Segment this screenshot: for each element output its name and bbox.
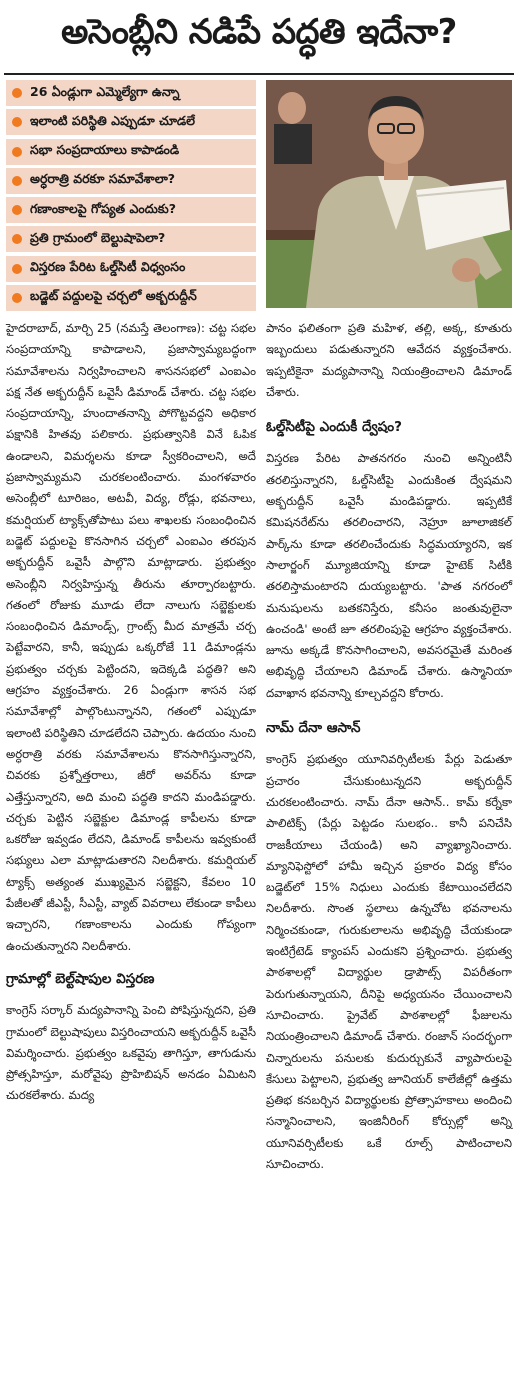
highlight-item — [6, 197, 256, 223]
speaker-photo — [266, 80, 512, 308]
highlight-text: సభా సంప్రదాయాలు కాపాడండి — [30, 142, 180, 158]
highlights-box — [6, 80, 256, 311]
article-left-column — [6, 318, 256, 1113]
article-paragraph: పానం ఫలితంగా ప్రతి మహిళ, తల్లి, అక్క, కూతురు ఇబ్బందులు పడుతున్నారని ఆవేదన వ్యక్తంచేశారు. ఇప్పటికైనా మద్యపానాన్ని నియంత్రించాలని డిమాండ్ చేశారు. — [266, 321, 512, 399]
highlight-text: అర్ధరాత్రి వరకూ సమావేశాలా? — [30, 171, 176, 187]
headline: అసెంబ్లీని నడిపే పద్ధతి ఇదేనా? — [61, 12, 457, 52]
bullet-dot-icon — [12, 147, 22, 157]
section-subhead: ఓల్డ్‌సిటీపై ఎందుకీ ద్వేషం? — [266, 419, 402, 436]
section-subhead: నామ్ దేనా ఆసాన్ — [266, 720, 361, 737]
highlight-item — [6, 226, 256, 252]
bullet-dot-icon — [12, 176, 22, 186]
article-paragraph: విస్తరణ పేరిట పాతనగరం నుంచి అన్నింటినీ తరలిస్తున్నారని, ఓల్డ్‌సిటీపై ఎందుకింత ద్వేషమని అక్బరుద్దీన్ ఒవైసీ మండిపడ్డారు. ఇప్పటికే కమిషనరేట్‌ను తరలించారని, నెహ్రూ జూలాజికల్ పార్క్‌ను కూడా తరలించేందుకు సిద్ధమయ్యారని, ఇక సాలార్జంగ్ మ్యూజియాన్ని కూడా హైటెక్ సిటీకి తరలిస్తామంటారని దుయ్యబట్టారు. 'పాత నగరంలో మనుషులను బతకనిస్తేరు, కనీసం జంతువులైనా ఉంచండి' అంటే జూ తరలింపుపై ఆగ్రహం వ్యక్తంచేశారు. జూను అక్కడే కొనసాగించాలని, అవసరమైతే మరింత అభివృద్ధి చేయాలని డిమాండ్ చేశారు. ఉస్మానియా దవాఖాన భవనాన్ని కూల్చవద్దని కోరారు. — [266, 451, 512, 700]
highlight-text: ఇలాంటి పరిస్థితి ఎప్పుడూ చూడలే — [30, 112, 196, 128]
section-subhead: గ్రామాల్లో బెల్ట్‌షాపుల విస్తరణ — [6, 970, 155, 987]
highlight-item — [6, 80, 256, 106]
bullet-dot-icon — [12, 234, 22, 244]
highlight-item — [6, 109, 256, 135]
speaker-photo-illustration — [266, 80, 512, 308]
bullet-dot-icon — [12, 264, 22, 274]
highlight-text: గణాంకాలపై గోప్యత ఎందుకు? — [30, 200, 176, 216]
article-right-column — [266, 318, 512, 1181]
article-paragraph: కాంగ్రెస్ సర్కార్ మద్యపానాన్ని పెంచి పోషిస్తున్నదని, ప్రతి గ్రామంలో బెల్టుషాపులు విస్తరించాయని అక్బరుద్దీన్ ఒవైసీ విమర్శించారు. ప్రభుత్వం ఒకవైపు తాగిస్తూ, తాగుడును ప్రోత్సహిస్తూ, మరోవైపు ప్రొహిబిషన్ అనడం ఏమిటని చురకలేశారు. మద్య — [6, 1003, 256, 1103]
bullet-dot-icon — [12, 293, 22, 303]
highlight-text: 26 ఏండ్లుగా ఎమ్మెల్యేగా ఉన్నా — [30, 83, 180, 99]
highlight-item — [6, 285, 256, 311]
highlight-text: విస్తరణ పేరిట ఓల్డ్‌సిటీ విధ్వంసం — [30, 259, 186, 275]
highlight-item — [6, 256, 256, 282]
headline-rule — [4, 73, 514, 75]
highlight-text: బడ్జెట్ పద్దులపై చర్చలో అక్బరుద్దీన్ — [30, 288, 197, 304]
highlight-text: ప్రతి గ్రామంలో బెల్టుషాపెలా? — [30, 229, 166, 245]
bullet-dot-icon — [12, 88, 22, 98]
bullet-dot-icon — [12, 117, 22, 127]
highlight-item — [6, 168, 256, 194]
article-paragraph: కాంగ్రెస్ ప్రభుత్వం యూనివర్సిటీలకు పేర్లు పెడుతూ ప్రచారం చేసుకుంటున్నదని అక్బరుద్దీన్ చురకలంటించారు. నామ్ దేనా ఆసాన్.. కామ్ కర్నేకా పాలిటిక్స్ (పేర్లు పెట్టడం సులభం.. కానీ పనిచేసి రాజకీయాలు చేయండి) అని వ్యాఖ్యానించారు. మ్యానిఫెస్టోలో హామీ ఇచ్చిన ప్రకారం విద్య కోసం బడ్జెట్‌లో 15% నిధులు ఎందుకు కేటాయించలేదని నిలదీశారు. సొంత స్థలాలు ఉన్నచోట భవనాలను నిర్మించకుండా, గురుకులాలను అభివృద్ధి చేయకుండా ఇంటిగ్రేటెడ్ క్యాంపస్ ఎందుకని ప్రశ్నించారు. ప్రభుత్వ పాఠశాలల్లో విద్యార్థుల డ్రాపౌట్స్ విపరీతంగా పెరుగుతున్నాయని, దీనిపై అధ్యయనం చేయించాలని సూచించారు. ప్రైవేట్ పాఠశాలల్లో ఫీజులను నియంత్రించాలని డిమాండ్ చేశారు. రంజాన్ సందర్భంగా చిన్నారులను పనులకు కుదుర్చుకునే వ్యాపారులపై కేసులు పెట్టాలని, ప్రభుత్వ జూనియర్ కాలేజీల్లో ఉత్తమ ప్రతిభ కనబర్చిన విద్యార్థులకు ప్రోత్సాహకాలు అందించి సన్మానించాలని, ఇంజినీరింగ్ కోర్సుల్లో అన్ని యూనివర్సిటీలకు ఒకే రూల్స్ పాటించాలని సూచించారు. — [266, 752, 512, 1171]
article-paragraph: హైదరాబాద్, మార్చి 25 (నమస్తే తెలంగాణ): చట్ట సభల సంప్రదాయాన్ని కాపాడాలని, ప్రజాస్వామ్యబద్ధంగా సమావేశాలను నిర్వహించాలని శాసనసభలో ఎంఐఎం పక్ష నేత అక్బరుద్దీన్ ఒవైసీ డిమాండ్ చేశారు. చట్ట సభల సంప్రదాయాన్ని, హుందాతనాన్ని పోగొట్టవద్దని అధికార పక్షానికి హితవు పలికారు. ప్రభుత్వానికి వినే ఓపిక ఉండాలని, విమర్శలను కూడా స్వీకరించాలని, అదే ప్రజాస్వామ్యమని చురకలంటించారు. మంగళవారం అసెంబ్లీలో టూరిజం, అటవీ, విద్య, రోడ్లు, భవనాలు, కమర్షియల్ ట్యాక్స్‌తోపాటు పలు శాఖలకు సంబంధించిన బడ్జెట్ పద్దులపై కొనసాగిన చర్చలో ఎంఐఎం తరపున అక్బరుద్దీన్ ఒవైసీ పాల్గొని మాట్లాడారు. ప్రభుత్వం అసెంబ్లీని నిర్వహిస్తున్న తీరును తూర్పారబట్టారు. గతంలో రోజుకు మూడు లేదా నాలుగు సబ్జెక్టులకు సంబంధించిన డిమాండ్స్, గ్రాంట్స్ మీద మాత్రమే చర్చ పెట్టేవారని, కానీ, ఇప్పుడు ఒక్కరోజే 11 డిమాండ్లను ప్రభుత్వం చర్చకు పెట్టిందని, ఇదెక్కడి పద్ధతి? అని ఆగ్రహం వ్యక్తంచేశారు. 26 ఏండ్లుగా శాసన సభ సమావేశాల్లో పాల్గొంటున్నానని, గతంలో ఎప్పుడూ ఇలాంటి పరిస్థితిని చూడలేదని చెప్పారు. ఉదయం నుంచి అర్ధరాత్రి వరకు సమావేశాలను కొనసాగిస్తున్నారని, చివరకు ప్రశ్నోత్తరాలు, జీరో అవర్‌ను కూడా ఎత్తేస్తున్నారని, అది మంచి పద్ధతి కాదని మండిపడ్డారు. చర్చకు పెట్టిన సబ్జెక్టుల డిమాండ్ల కాపీలను కూడా ఒకరోజు ఇవ్వడం లేదని, డిమాండ్ కాపీలను ఇవ్వకుంటే సభ్యులు ఎలా మాట్లాడుతారని నిలదీశారు. కమర్షియల్ ట్యాక్స్ అత్యంత ముఖ్యమైన సబ్జెక్టని, కేవలం 10 పేజీలతో జీఎస్టీ, సీఎస్టీ, వ్యాట్ వివరాలు లేకుండా కాపీలు ఇచ్చారని, గణాంకాలను ఎందుకు గోప్యంగా ఉంచుతున్నారని నిలదీశారు. — [6, 321, 256, 953]
highlight-item — [6, 139, 256, 165]
bullet-dot-icon — [12, 205, 22, 215]
